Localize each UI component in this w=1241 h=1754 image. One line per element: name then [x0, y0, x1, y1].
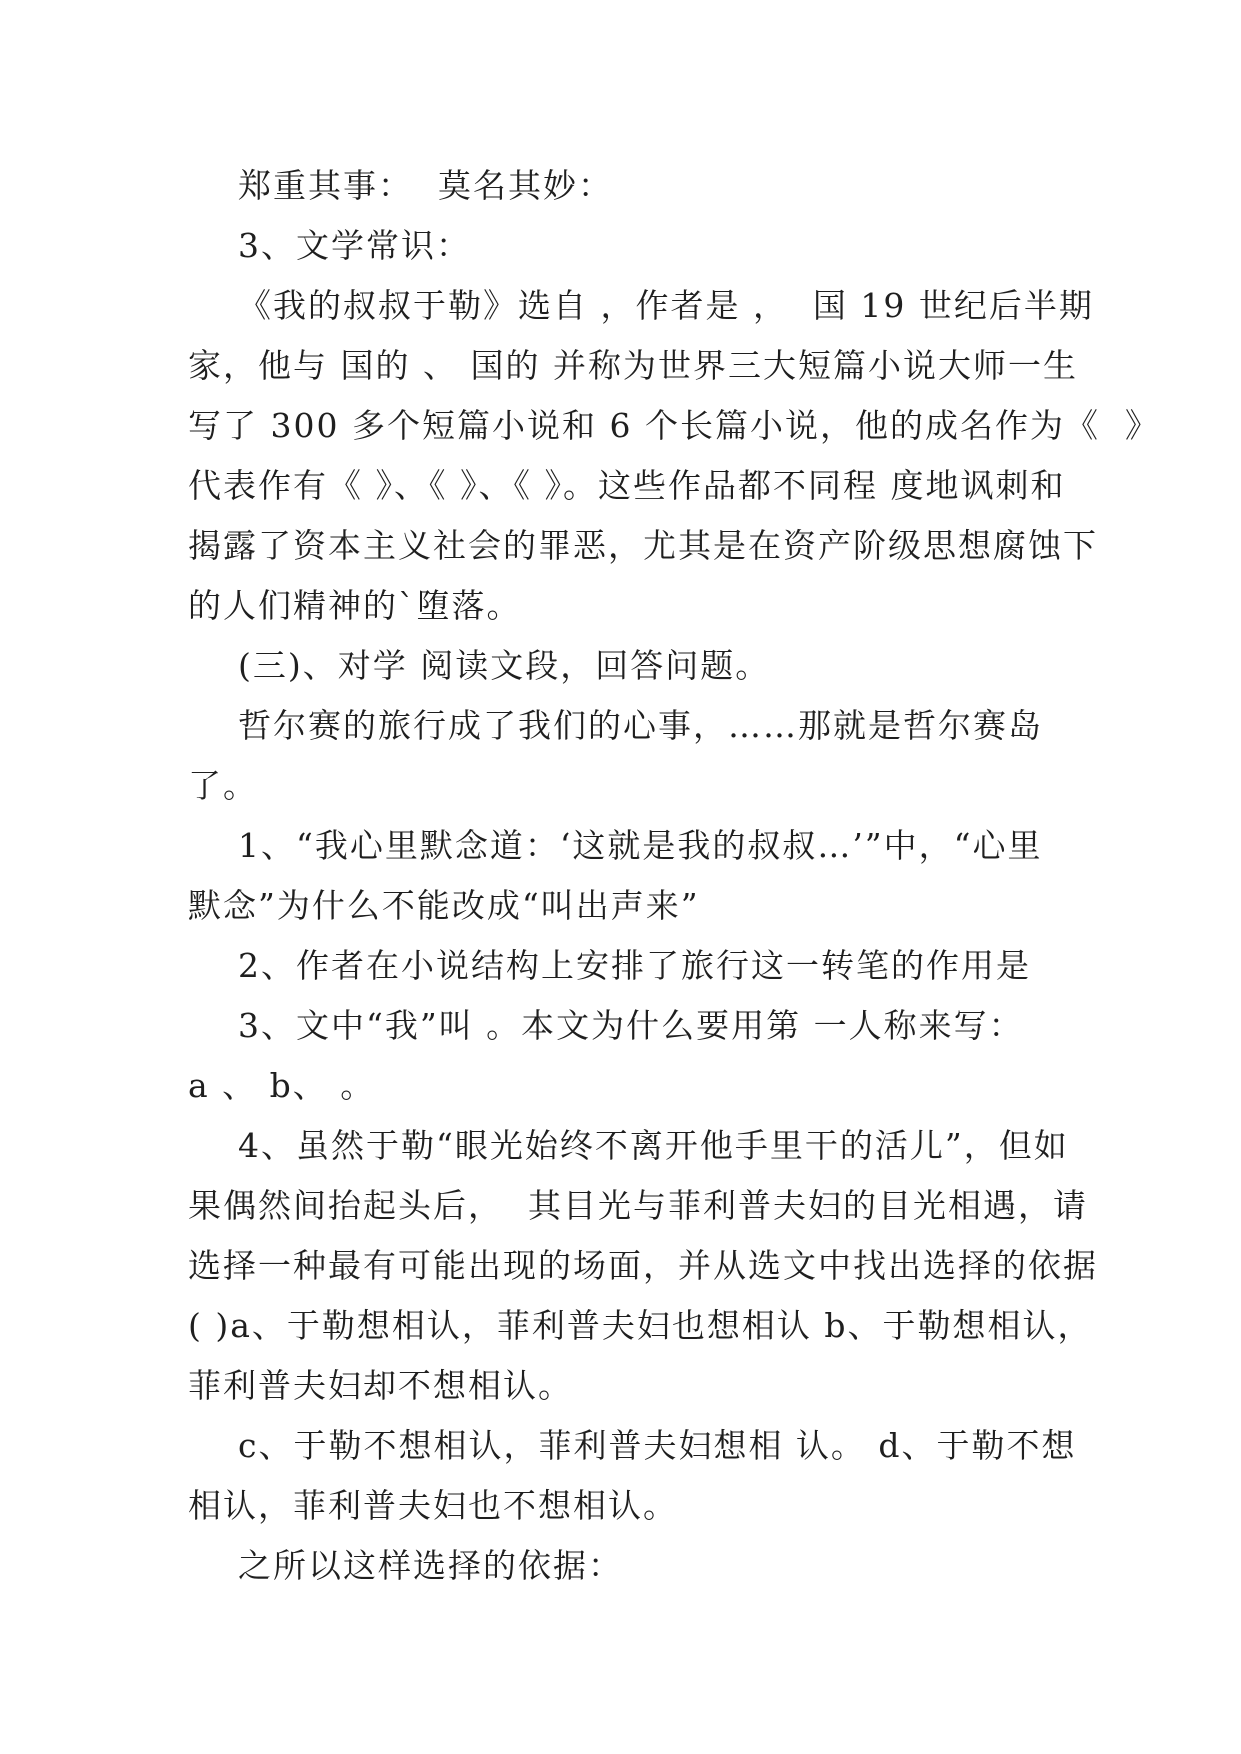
text-line: 了。 [188, 766, 258, 805]
question-line: 之所以这样选择的依据： [188, 1546, 623, 1585]
question-line: 2、作者在小说结构上安排了旅行这一转笔的作用是 [188, 946, 1031, 985]
question-line: 选择一种最有可能出现的场面，并从选文中找出选择的依据 [188, 1246, 1098, 1285]
text-line: 代表作有《 》、《 》、《 》。这些作品都不同程 度地讽刺和 [188, 466, 1066, 505]
option-line: c、于勒不想相认，菲利普夫妇想相 认。 d、于勒不想 [188, 1426, 1077, 1465]
question-line: 默念”为什么不能改成“叫出声来” [188, 886, 700, 925]
text-line: 哲尔赛的旅行成了我们的心事，……那就是哲尔赛岛 [188, 706, 1043, 745]
text-line: 的人们精神的`堕落。 [188, 586, 522, 625]
option-line: 相认，菲利普夫妇也不想相认。 [188, 1486, 678, 1525]
question-line: 4、虽然于勒“眼光始终不离开他手里干的活儿”，但如 [188, 1126, 1069, 1165]
option-line: ( )a、于勒想相认，菲利普夫妇也想相认 b、于勒想相认， [188, 1306, 1093, 1345]
question-line: 3、文中“我”叫 。本文为什么要用第 一人称来写： [188, 1006, 1024, 1045]
option-line: 菲利普夫妇却不想相认。 [188, 1366, 573, 1405]
text-line: 郑重其事： 莫名其妙： [188, 166, 613, 205]
question-line: 果偶然间抬起头后， 其目光与菲利普夫妇的目光相遇，请 [188, 1186, 1088, 1225]
section-heading: 3、文学常识： [188, 226, 471, 265]
document-body [188, 156, 1160, 1596]
text-line: 《我的叔叔于勒》选自 ，作者是 ， 国 19 世纪后半期 [188, 286, 1094, 325]
text-line: 写了 300 多个短篇小说和 6 个长篇小说，他的成名作为《 》 [188, 406, 1160, 445]
text-line: 揭露了资本主义社会的罪恶，尤其是在资产阶级思想腐蚀下 [188, 526, 1098, 565]
section-heading: (三)、对学 阅读文段，回答问题。 [188, 646, 771, 685]
question-line: 1、“我心里默念道：‘这就是我的叔叔…’”中，“心里 [188, 826, 1043, 865]
text-line: 家，他与 国的 、 国的 并称为世界三大短篇小说大师一生 [188, 346, 1078, 385]
question-line: a 、 b、 。 [188, 1066, 376, 1105]
